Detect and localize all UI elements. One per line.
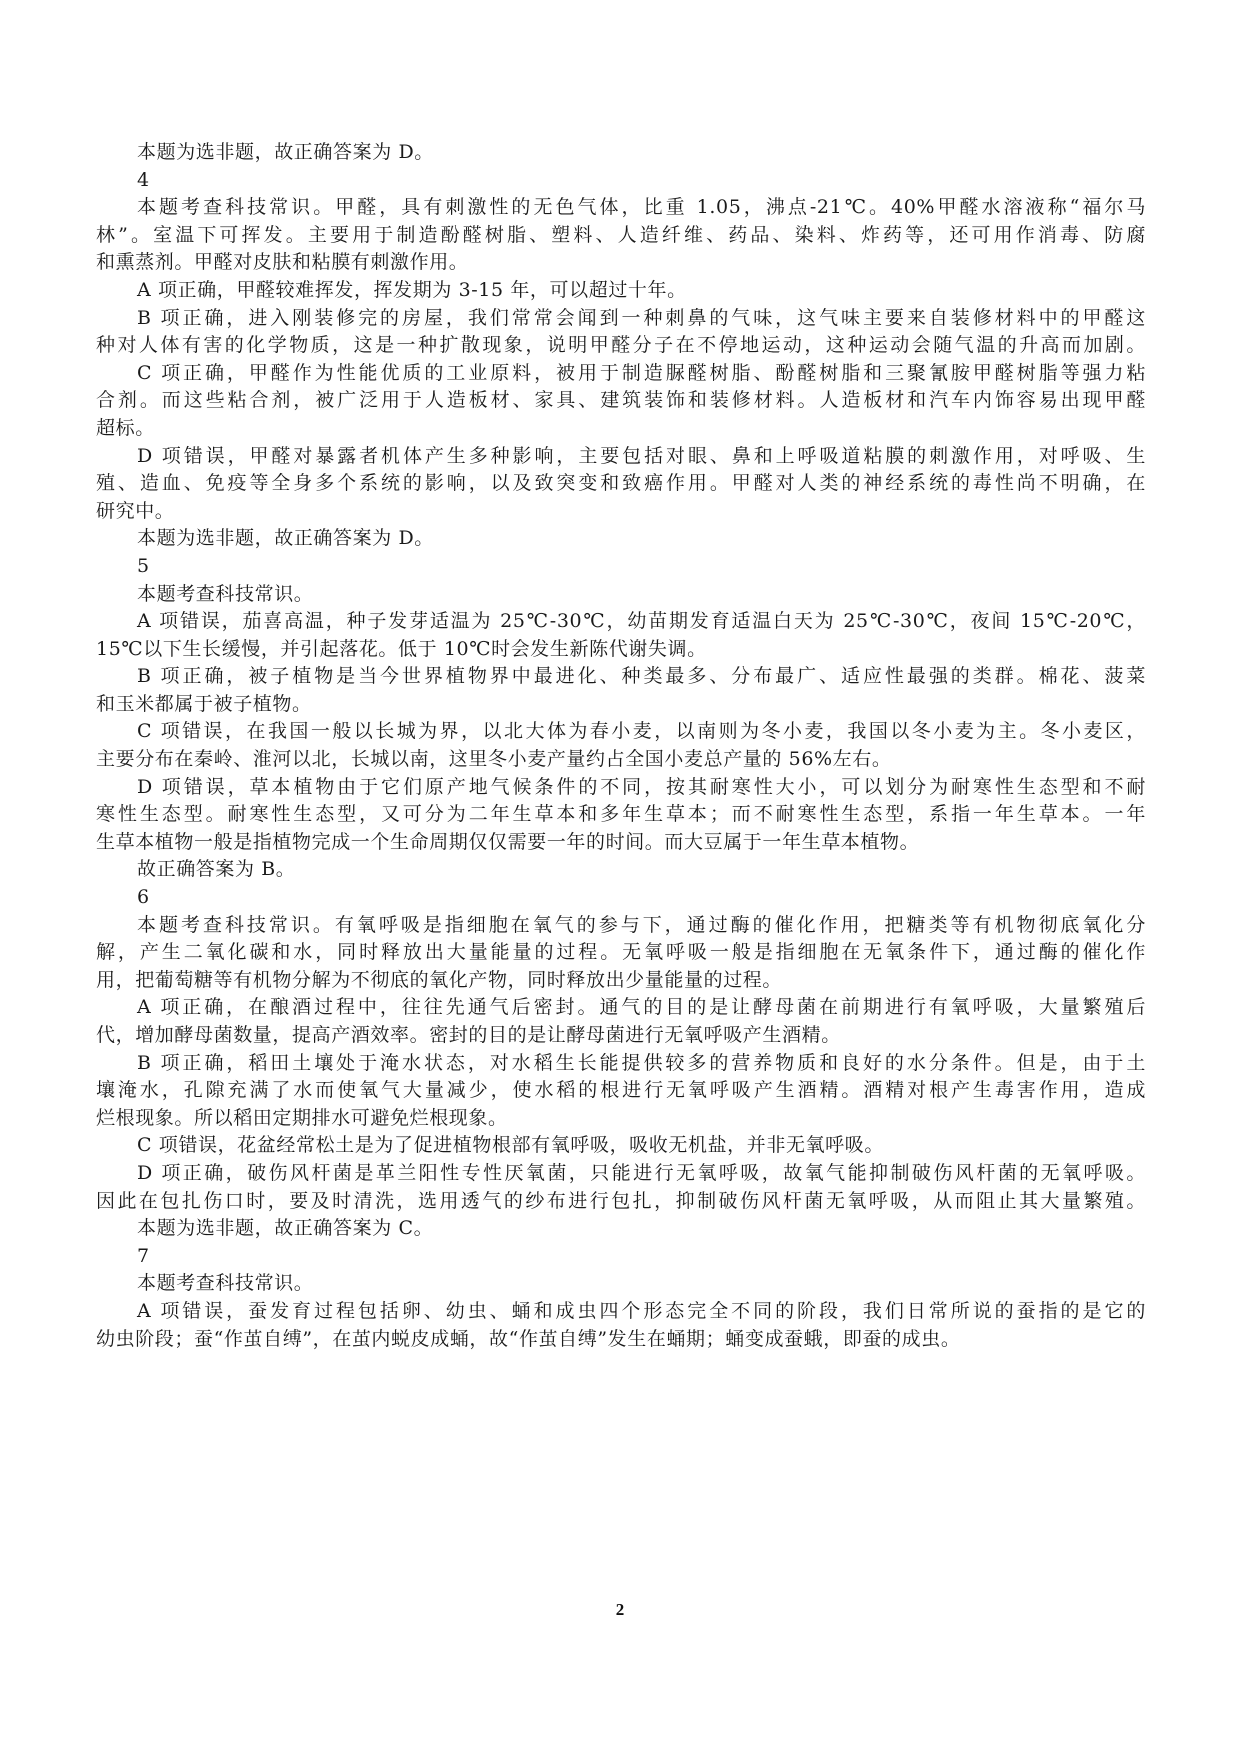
text-line: B 项正确，被子植物是当今世界植物界中最进化、种类最多、分布最广、适应性最强的类群。棉花、菠菜: [137, 665, 1146, 688]
text-line: 本题考查科技常识。: [137, 1272, 314, 1295]
text-line: 和熏蒸剂。甲醛对皮肤和粘膜有刺激作用。: [96, 251, 469, 274]
text-line: C 项错误，在我国一般以长城为界，以北大体为春小麦，以南则为冬小麦，我国以冬小麦为主。冬小麦区，: [137, 720, 1146, 743]
text-line: 解，产生二氧化碳和水，同时释放出大量能量的过程。无氧呼吸一般是指细胞在无氧条件下，通过酶的催化作: [96, 941, 1146, 964]
text-line: 和玉米都属于被子植物。: [96, 692, 312, 715]
text-line: 林”。室温下可挥发。主要用于制造酚醛树脂、塑料、人造纤维、药品、染料、炸药等，还可用作消毒、防腐: [96, 223, 1146, 246]
text-line: C 项正确，甲醛作为性能优质的工业原料，被用于制造脲醛树脂、酚醛树脂和三聚氰胺甲醛树脂等强力粘: [137, 361, 1146, 384]
text-line: 生草本植物一般是指植物完成一个生命周期仅仅需要一年的时间。而大豆属于一年生草本植物。: [96, 830, 920, 853]
text-line: 超标。: [96, 416, 155, 439]
text-line: 寒性生态型。耐寒性生态型，又可分为二年生草本和多年生草本；而不耐寒性生态型，系指一年生草本。一年: [96, 803, 1146, 826]
text-line: A 项正确，甲醛较难挥发，挥发期为 3-15 年，可以超过十年。: [137, 278, 687, 301]
text-line: 种对人体有害的化学物质，这是一种扩散现象，说明甲醛分子在不停地运动，这种运动会随气温的升高而加剧。: [96, 334, 1146, 357]
text-line: A 项错误，茄喜高温，种子发芽适温为 25℃-30℃，幼苗期发育适温白天为 25℃-30℃，夜间 15℃-20℃，: [137, 610, 1146, 633]
text-line: 幼虫阶段；蚕“作茧自缚”，在茧内蜕皮成蛹，故“作茧自缚”发生在蛹期；蛹变成蚕蛾，即蚕的成虫。: [96, 1327, 961, 1350]
text-line: 壤淹水，孔隙充满了水而使氧气大量减少，使水稻的根进行无氧呼吸产生酒精。酒精对根产生毒害作用，造成: [96, 1079, 1146, 1102]
text-line: 故正确答案为 B。: [137, 858, 296, 881]
question-number: 5: [137, 554, 150, 577]
text-line: 用，把葡萄糖等有机物分解为不彻底的氧化产物，同时释放出少量能量的过程。: [96, 968, 783, 991]
text-line: B 项正确，稻田土壤处于淹水状态，对水稻生长能提供较多的营养物质和良好的水分条件。但是，由于土: [137, 1051, 1146, 1074]
text-line: 代，增加酵母菌数量，提高产酒效率。密封的目的是让酵母菌进行无氧呼吸产生酒精。: [96, 1024, 841, 1046]
text-line: 殖、造血、免疫等全身多个系统的影响，以及致突变和致癌作用。甲醛对人类的神经系统的毒性尚不明确，在: [96, 472, 1146, 495]
text-line: D 项错误，草本植物由于它们原产地气候条件的不同，按其耐寒性大小，可以划分为耐寒性生态型和不耐: [137, 775, 1146, 798]
text-line: 本题为选非题，故正确答案为 C。: [137, 1217, 434, 1240]
question-number: 6: [137, 886, 150, 909]
question-number: 7: [137, 1244, 150, 1267]
text-line: A 项错误，蚕发育过程包括卵、幼虫、蛹和成虫四个形态完全不同的阶段，我们日常所说的蚕指的是它的: [137, 1299, 1146, 1322]
text-line: A 项正确，在酿酒过程中，往往先通气后密封。通气的目的是让酵母菌在前期进行有氧呼吸，大量繁殖后: [137, 996, 1146, 1019]
text-line: 本题考查科技常识。: [137, 582, 314, 605]
page-number: 2: [615, 1600, 625, 1619]
answer-explanations-body: [96, 139, 1146, 1353]
text-line: B 项正确，进入刚装修完的房屋，我们常常会闻到一种刺鼻的气味，这气味主要来自装修材料中的甲醛这: [137, 306, 1146, 329]
text-line: C 项错误，花盆经常松土是为了促进植物根部有氧呼吸，吸收无机盐，并非无氧呼吸。: [137, 1134, 884, 1157]
question-number: 4: [137, 168, 150, 191]
text-line: 本题考查科技常识。甲醛，具有刺激性的无色气体，比重 1.05，沸点-21℃。40%甲醛水溶液称“福尔马: [137, 196, 1146, 219]
text-line: 本题为选非题，故正确答案为 D。: [137, 527, 434, 550]
text-line: 15℃以下生长缓慢，并引起落花。低于 10℃时会发生新陈代谢失调。: [96, 637, 707, 660]
text-line: 主要分布在秦岭、淮河以北，长城以南，这里冬小麦产量约占全国小麦总产量的 56%左右。: [96, 748, 892, 771]
text-line: D 项错误，甲醛对暴露者机体产生多种影响，主要包括对眼、鼻和上呼吸道粘膜的刺激作用，对呼吸、生: [137, 444, 1146, 467]
text-line: 本题为选非题，故正确答案为 D。: [137, 141, 434, 163]
text-line: 本题考查科技常识。有氧呼吸是指细胞在氧气的参与下，通过酶的催化作用，把糖类等有机物彻底氧化分: [137, 913, 1146, 936]
text-line: 研究中。: [96, 499, 175, 522]
text-line: 烂根现象。所以稻田定期排水可避免烂根现象。: [96, 1106, 508, 1129]
text-line: 因此在包扎伤口时，要及时清洗，选用透气的纱布进行包扎，抑制破伤风杆菌无氧呼吸，从而阻止其大量繁殖。: [96, 1189, 1146, 1212]
text-line: D 项正确，破伤风杆菌是革兰阳性专性厌氧菌，只能进行无氧呼吸，故氧气能抑制破伤风杆菌的无氧呼吸。: [137, 1161, 1146, 1184]
text-line: 合剂。而这些粘合剂，被广泛用于人造板材、家具、建筑装饰和装修材料。人造板材和汽车内饰容易出现甲醛: [96, 389, 1146, 412]
